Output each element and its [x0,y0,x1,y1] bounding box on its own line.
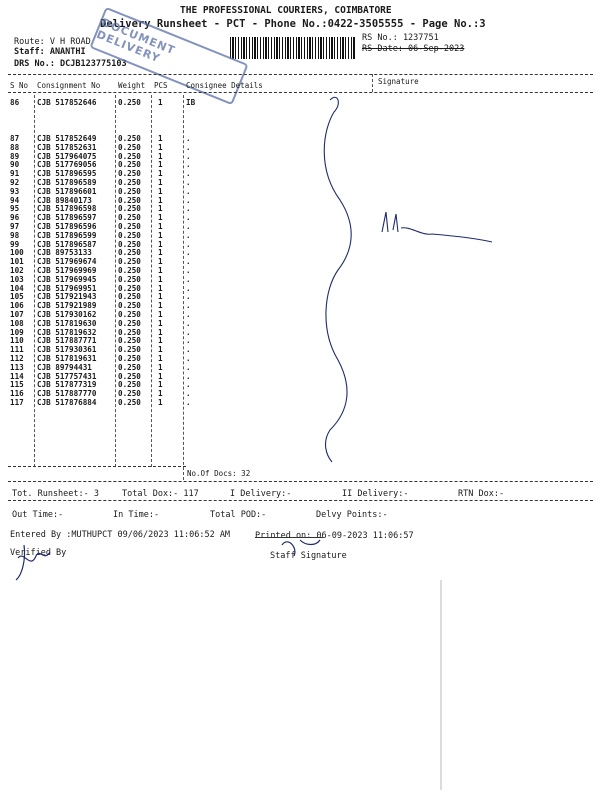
row-sno: 108 [10,318,24,328]
row-pcs: 1 [158,310,163,319]
row-sno: 94 [10,195,20,205]
row-cn: CJB 517852649 [37,134,97,143]
row-sno: 92 [10,178,20,187]
row-det: . [186,204,191,214]
row-sno: 105 [10,292,24,302]
row-wt: 0.250 [118,380,141,390]
row-pcs: 1 [158,371,163,381]
row-wt: 0.250 [118,98,141,107]
row-sno: 109 [10,327,24,337]
row-sno: 86 [10,98,20,107]
row-det: . [186,283,191,293]
row-pcs: 1 [158,389,163,399]
row-cn: CJB 517896595 [37,169,97,179]
row-det: . [186,371,191,381]
row-pcs: 1 [158,345,163,355]
row-det: . [186,327,191,337]
col-consignment: Consignment No [37,81,101,90]
rs-date: RS Date: 06-Sep-2023 [362,44,465,54]
total-pod: Total POD:- [210,510,267,520]
row-pcs: 1 [158,362,163,372]
row-sno: 107 [10,310,24,319]
row-wt: 0.250 [118,195,141,205]
ii-delivery: II Delivery:- [342,489,409,499]
row-det: . [186,398,191,407]
row-cn: CJB 517887770 [37,389,97,399]
row-wt: 0.250 [118,134,141,143]
row-det: . [186,142,191,152]
row-pcs: 1 [158,274,163,284]
row-wt: 0.250 [118,151,141,161]
row-cn: CJB 517896597 [37,213,97,223]
row-cn: CJB 517819630 [37,318,97,328]
row-pcs: 1 [158,248,163,258]
i-delivery: I Delivery:- [230,489,292,499]
row-wt: 0.250 [118,301,141,311]
row-wt: 0.250 [118,336,141,346]
row-cn: CJB 517769056 [37,160,97,170]
row-wt: 0.250 [118,213,141,223]
row-det: IB [186,98,196,107]
route-label: Route: V H ROAD [14,37,91,47]
row-sno: 113 [10,362,24,372]
in-time: In Time:- [113,510,160,520]
row-det: . [186,389,191,399]
row-sno: 98 [10,230,20,240]
row-wt: 0.250 [118,354,141,363]
row-sno: 114 [10,371,24,381]
row-det: . [186,230,191,240]
row-pcs: 1 [158,283,163,293]
row-cn: CJB 517930162 [37,310,97,319]
row-pcs: 1 [158,160,163,170]
row-cn: CJB 517819631 [37,354,97,363]
row-cn: CJB 89840173 [37,195,92,205]
row-det: . [186,345,191,355]
row-wt: 0.250 [118,310,141,319]
row-cn: CJB 517969945 [37,274,97,284]
row-det: . [186,266,191,275]
delivery-signature-curve [324,97,351,462]
row-pcs: 1 [158,266,163,275]
row-pcs: 1 [158,169,163,179]
row-cn: CJB 517969969 [37,266,97,275]
verifier-signature [16,545,50,580]
row-sno: 112 [10,354,24,363]
staff-signature: Staff Signature [270,551,347,561]
col-signature: Signature [378,77,419,86]
row-wt: 0.250 [118,230,141,240]
row-sno: 117 [10,398,24,407]
row-cn: CJB 517896596 [37,222,97,231]
rs-number: RS No.: 1237751 [362,33,439,43]
row-sno: 91 [10,169,20,179]
staff-signature-mark [282,540,320,556]
rtn-dox: RTN Dox:- [458,489,505,499]
col-consignee: Consignee Details [186,81,263,90]
row-cn: CJB 517852646 [37,98,97,107]
row-pcs: 1 [158,213,163,223]
row-sno: 93 [10,186,20,196]
row-sno: 106 [10,301,24,311]
row-wt: 0.250 [118,186,141,196]
row-cn: CJB 517887771 [37,336,97,346]
row-pcs: 1 [158,398,163,407]
row-sno: 110 [10,336,24,346]
row-pcs: 1 [158,142,163,152]
row-sno: 103 [10,274,24,284]
row-sno: 101 [10,257,24,267]
row-wt: 0.250 [118,345,141,355]
row-sno: 96 [10,213,20,223]
row-cn: CJB 517969674 [37,257,97,267]
row-cn: CJB 517852631 [37,142,97,152]
row-det: . [186,310,191,319]
row-det: . [186,354,191,363]
row-cn: CJB 89794431 [37,362,92,372]
row-pcs: 1 [158,292,163,302]
row-pcs: 1 [158,230,163,240]
row-det: . [186,186,191,196]
row-det: . [186,195,191,205]
row-sno: 90 [10,160,20,170]
entered-by: Entered By :MUTHUPCT 09/06/2023 11:06:52 AM [10,530,231,540]
row-cn: CJB 517896598 [37,204,97,214]
col-sno: S No [10,81,29,90]
row-pcs: 1 [158,222,163,231]
row-pcs: 1 [158,354,163,363]
row-det: . [186,213,191,223]
delivery-signature-scribble [382,212,492,242]
delvy-points: Delvy Points:- [316,510,388,520]
drs-number: DRS No.: DCJB123775103 [14,59,127,69]
row-wt: 0.250 [118,371,141,381]
row-cn: CJB 517876884 [37,398,97,407]
row-sno: 100 [10,248,24,258]
runsheet-title: Delivery Runsheet - PCT - Phone No.:0422-3505555 - Page No.:3 [100,18,486,30]
col-weight: Weight [118,81,146,90]
row-wt: 0.250 [118,222,141,231]
row-det: . [186,301,191,311]
row-sno: 102 [10,266,24,275]
row-sno: 111 [10,345,24,355]
row-wt: 0.250 [118,178,141,187]
row-pcs: 1 [158,257,163,267]
row-pcs: 1 [158,336,163,346]
row-wt: 0.250 [118,248,141,258]
row-wt: 0.250 [118,169,141,179]
row-cn: CJB 517930361 [37,345,97,355]
row-det: . [186,248,191,258]
document-delivery-stamp: DOCUMENT DELIVERY [89,7,248,105]
company-title: THE PROFESSIONAL COURIERS, COIMBATORE [180,5,392,16]
row-wt: 0.250 [118,142,141,152]
row-det: . [186,362,191,372]
row-wt: 0.250 [118,283,141,293]
row-det: . [186,151,191,161]
row-wt: 0.250 [118,274,141,284]
row-cn: CJB 517921989 [37,301,97,311]
row-wt: 0.250 [118,318,141,328]
row-det: . [186,380,191,390]
row-cn: CJB 517964075 [37,151,97,161]
row-pcs: 1 [158,186,163,196]
printed-on: Printed on: 06-09-2023 11:06:57 [255,531,414,541]
row-det: . [186,160,191,170]
row-wt: 0.250 [118,160,141,170]
row-det: . [186,257,191,267]
verified-by: Verified By [10,548,67,558]
row-wt: 0.250 [118,204,141,214]
tot-runsheet: Tot. Runsheet:- 3 [12,489,99,499]
row-pcs: 1 [158,204,163,214]
row-det: . [186,169,191,179]
row-wt: 0.250 [118,239,141,249]
row-det: . [186,178,191,187]
row-pcs: 1 [158,301,163,311]
no-of-docs: No.Of Docs: 32 [187,469,251,478]
row-det: . [186,318,191,328]
row-sno: 116 [10,389,24,399]
row-det: . [186,239,191,249]
row-cn: CJB 517877319 [37,380,97,390]
col-pcs: PCS [154,81,168,90]
row-wt: 0.250 [118,327,141,337]
row-cn: CJB 517969951 [37,283,97,293]
row-pcs: 1 [158,318,163,328]
row-wt: 0.250 [118,257,141,267]
row-det: . [186,222,191,231]
row-sno: 89 [10,151,20,161]
row-wt: 0.250 [118,362,141,372]
row-cn: CJB 517896589 [37,178,97,187]
row-sno: 97 [10,222,20,231]
row-wt: 0.250 [118,398,141,407]
row-pcs: 1 [158,134,163,143]
row-sno: 115 [10,380,24,390]
row-pcs: 1 [158,380,163,390]
row-sno: 99 [10,239,20,249]
row-sno: 87 [10,134,20,143]
row-cn: CJB 517921943 [37,292,97,302]
out-time: Out Time:- [12,510,64,520]
staff-label: Staff: ANANTHI [14,47,86,57]
row-pcs: 1 [158,327,163,337]
row-pcs: 1 [158,195,163,205]
row-cn: CJB 517819632 [37,327,97,337]
row-pcs: 1 [158,239,163,249]
row-pcs: 1 [158,151,163,161]
row-det: . [186,292,191,302]
row-cn: CJB 517896599 [37,230,97,240]
row-wt: 0.250 [118,266,141,275]
row-cn: CJB 517757431 [37,371,97,381]
row-wt: 0.250 [118,389,141,399]
row-det: . [186,134,191,143]
row-pcs: 1 [158,178,163,187]
row-det: . [186,274,191,284]
total-dox: Total Dox:- 117 [122,489,199,499]
row-sno: 88 [10,142,20,152]
row-pcs: 1 [158,98,163,107]
row-cn: CJB 89753133 [37,248,92,258]
row-sno: 104 [10,283,24,293]
row-cn: CJB 517896587 [37,239,97,249]
row-sno: 95 [10,204,20,214]
row-det: . [186,336,191,346]
row-wt: 0.250 [118,292,141,302]
row-cn: CJB 517896601 [37,186,97,196]
